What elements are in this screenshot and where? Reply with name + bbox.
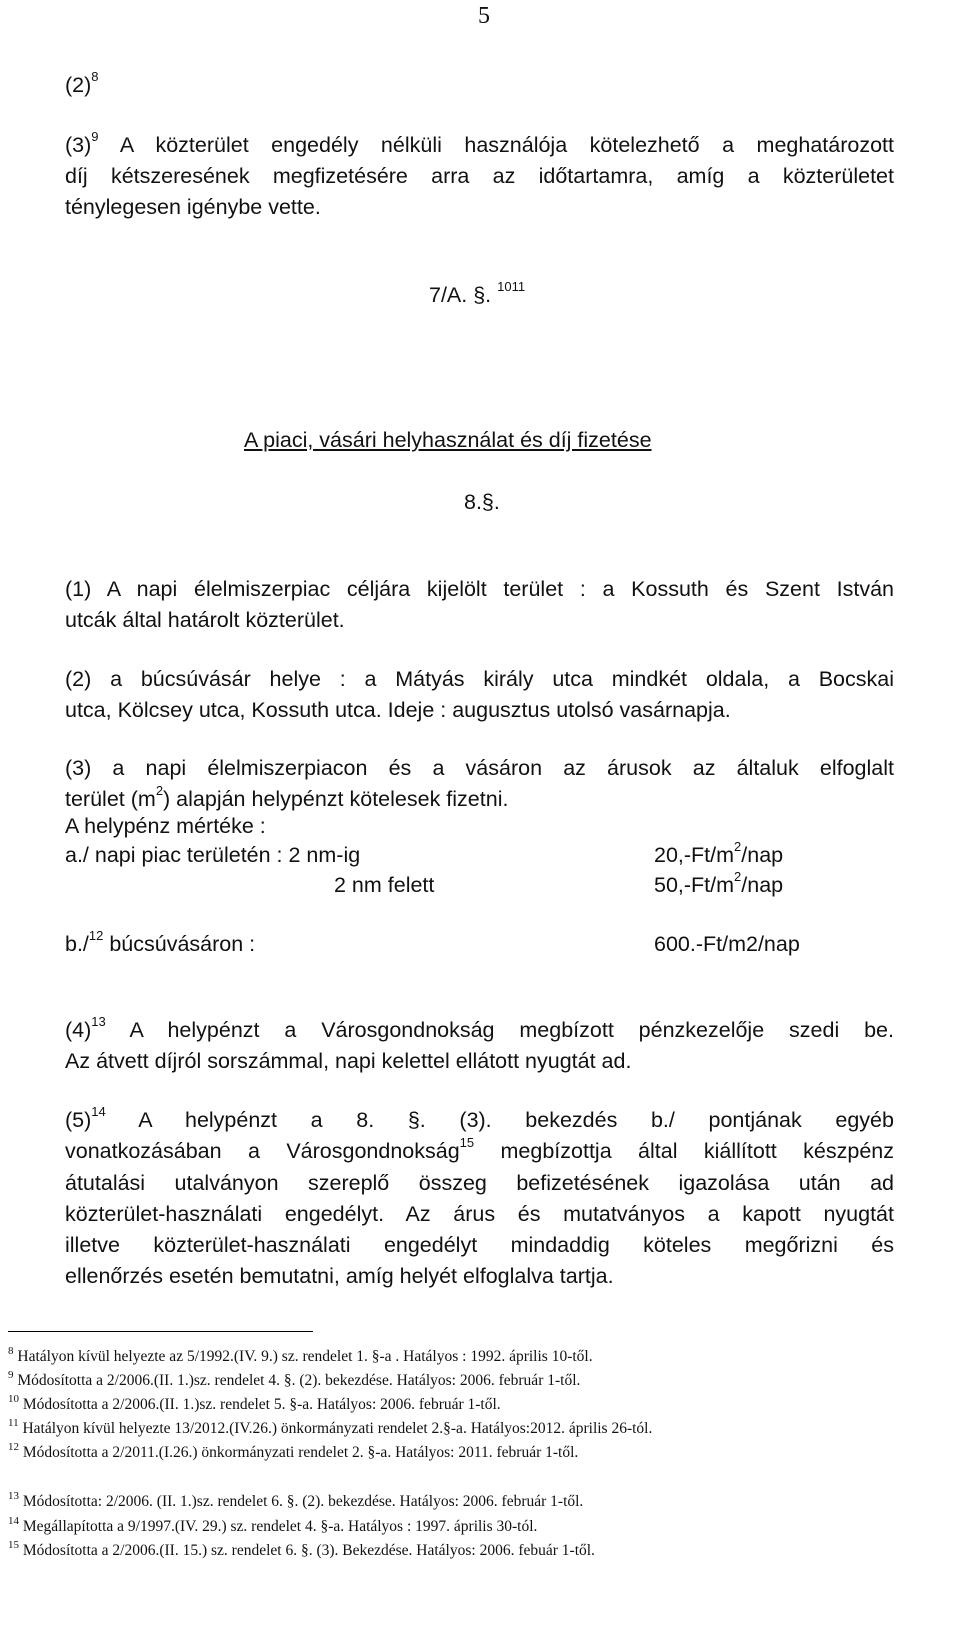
text: terület (m: [65, 787, 156, 811]
paragraph-4-line-2: Az átvett díjról sorszámmal, napi kelettel ellátott nyugtát ad.: [65, 1049, 632, 1073]
page-number: 5: [478, 3, 490, 29]
footnote-text: Módosította a 2/2006.(II. 15.) sz. rendelet 6. §. (3). Bekezdése. Hatályos: 2006. febuár 1-től.: [22, 1542, 595, 1559]
paragraph-5-line-2: [65, 1135, 894, 1164]
footnote: [8, 1441, 579, 1462]
footnote-number: 11: [8, 1417, 19, 1429]
fee-a2-value: [654, 869, 784, 898]
paragraph-4-line-1: [65, 1014, 894, 1043]
section-8-heading: 8.§.: [464, 490, 500, 514]
footnote-text: Módosította a 2/2011.(I.26.) önkormányzati rendelet 2. §-a. Hatályos: 2011. február 1-től.: [22, 1444, 579, 1461]
superscript: 2: [734, 869, 742, 884]
fee-heading: A helypénz mértéke :: [65, 814, 266, 838]
footnote-number: 10: [8, 1393, 19, 1405]
footnote-text: Hatályon kívül helyezte 13/2012.(IV.26.) önkormányzati rendelet 2.§-a. Hatályos:2012. április 26-tól.: [22, 1420, 653, 1437]
footnote-text: Módosította a 2/2006.(II. 1.)sz. rendelet 4. §. (2). bekezdése. Hatályos: 2006. február 1-től.: [17, 1372, 581, 1389]
footnote-text: Módosította: 2/2006. (II. 1.)sz. rendelet 6. §. (2). bekezdése. Hatályos: 2006. február 1-től.: [22, 1493, 584, 1510]
footnote-ref[interactable]: 14: [91, 1104, 106, 1119]
footnote: [8, 1490, 584, 1511]
fee-a2-label: 2 nm felett: [334, 873, 435, 897]
footnote-ref[interactable]: 15: [459, 1135, 475, 1150]
fee-b-label: [65, 928, 256, 957]
fee-unit: /nap: [741, 843, 784, 867]
fee-a-value: [654, 839, 784, 868]
fee-a-label: a./ napi piac területén : 2 nm-ig: [65, 843, 361, 867]
fee-amount: 50,-Ft/m: [654, 873, 735, 897]
text: b./: [65, 932, 89, 956]
paragraph-2: [65, 69, 99, 98]
paragraph-5-line-6: ellenőrzés esetén bemutatni, amíg helyét elfoglalva tartja.: [65, 1264, 614, 1288]
fee-amount: 20,-Ft/m: [654, 843, 735, 867]
paragraph-label: (4): [65, 1018, 92, 1042]
fee-unit: /nap: [741, 873, 784, 897]
superscript: 2: [734, 839, 742, 854]
paragraph-label: (3): [65, 133, 92, 157]
footnote: [8, 1539, 595, 1560]
footnote-number: 12: [8, 1441, 19, 1453]
fee-b-value: 600.-Ft/m2/nap: [654, 932, 800, 956]
section-title: A piaci, vásári helyhasználat és díj fizetése: [244, 428, 652, 452]
footnote: [8, 1515, 538, 1536]
footnote-ref[interactable]: 8: [91, 69, 99, 84]
paragraph-3b-line-2: [65, 783, 509, 812]
paragraph-5-line-5: illetve közterület-használati engedélyt mindaddig köteles megőrizni és: [65, 1233, 894, 1257]
paragraph-5-line-3: átutalási utalványon szereplő összeg befizetésének igazolása után ad: [65, 1171, 894, 1195]
paragraph-3-line-3: ténylegesen igénybe vette.: [65, 195, 321, 219]
footnote-number: 13: [8, 1490, 19, 1502]
paragraph-3-line-2: díj kétszeresének megfizetésére arra az időtartamra, amíg a közterületet: [65, 164, 894, 188]
paragraph-text: A helypénzt a 8. §. (3). bekezdés b./ pontjának egyéb: [138, 1108, 894, 1132]
paragraph-2b-line-1: (2) a búcsúvásár helye : a Mátyás király utca mindkét oldala, a Bocskai: [65, 667, 894, 691]
paragraph-label: (2): [65, 73, 92, 97]
footnote-number: 8: [8, 1345, 14, 1357]
paragraph-text: A helypénzt a Városgondnokság megbízott pénzkezelője szedi be.: [129, 1018, 894, 1042]
paragraph-label: (5): [65, 1108, 92, 1132]
section-7a-heading: [429, 279, 526, 308]
footnote-number: 14: [8, 1515, 19, 1527]
superscript: 2: [155, 783, 164, 798]
footnote-text: Módosította a 2/2006.(II. 1.)sz. rendelet 5. §-a. Hatályos: 2006. február 1-től.: [22, 1396, 501, 1413]
footnote-ref[interactable]: 13: [91, 1014, 106, 1029]
paragraph-text: A közterület engedély nélküli használója kötelezhető a meghatározott: [119, 133, 894, 157]
footnote-text: Hatályon kívül helyezte az 5/1992.(IV. 9.) sz. rendelet 1. §-a . Hatályos : 1992. április 10-től.: [17, 1348, 593, 1365]
footnote-number: 9: [8, 1369, 14, 1381]
footnote-separator: [8, 1331, 313, 1332]
footnote-text: Megállapította a 9/1997.(IV. 29.) sz. rendelet 4. §-a. Hatályos : 1997. április 30-tól.: [22, 1518, 538, 1535]
paragraph-3-line-1: [65, 129, 894, 158]
text: vonatkozásában a Városgondnokság: [65, 1139, 460, 1163]
section-number: 7/A. §.: [429, 283, 492, 307]
paragraph-2b-line-2: utca, Kölcsey utca, Kossuth utca. Ideje : augusztus utolsó vasárnapja.: [65, 698, 731, 722]
text: ) alapján helypénzt kötelesek fizetni.: [163, 787, 509, 811]
footnote-ref[interactable]: 12: [88, 928, 104, 943]
footnote-ref[interactable]: 9: [91, 129, 99, 144]
paragraph-1-line-2: utcák által határolt közterület.: [65, 608, 345, 632]
footnote: [8, 1369, 581, 1390]
footnote: [8, 1345, 593, 1366]
text: búcsúvásáron :: [103, 932, 256, 956]
footnote: [8, 1417, 653, 1438]
paragraph-5-line-1: [65, 1104, 894, 1133]
paragraph-5-line-4: közterület-használati engedélyt. Az árus és mutatványos a kapott nyugtát: [65, 1202, 894, 1226]
paragraph-3b-line-1: (3) a napi élelmiszerpiacon és a vásáron az árusok az általuk elfoglalt: [65, 756, 894, 780]
footnote-ref[interactable]: 1011: [497, 279, 526, 294]
text: megbízottja által kiállított készpénz: [474, 1139, 894, 1163]
footnote: [8, 1393, 501, 1414]
footnote-number: 15: [8, 1539, 19, 1551]
paragraph-1-line-1: (1) A napi élelmiszerpiac céljára kijelölt terület : a Kossuth és Szent István: [65, 577, 894, 601]
